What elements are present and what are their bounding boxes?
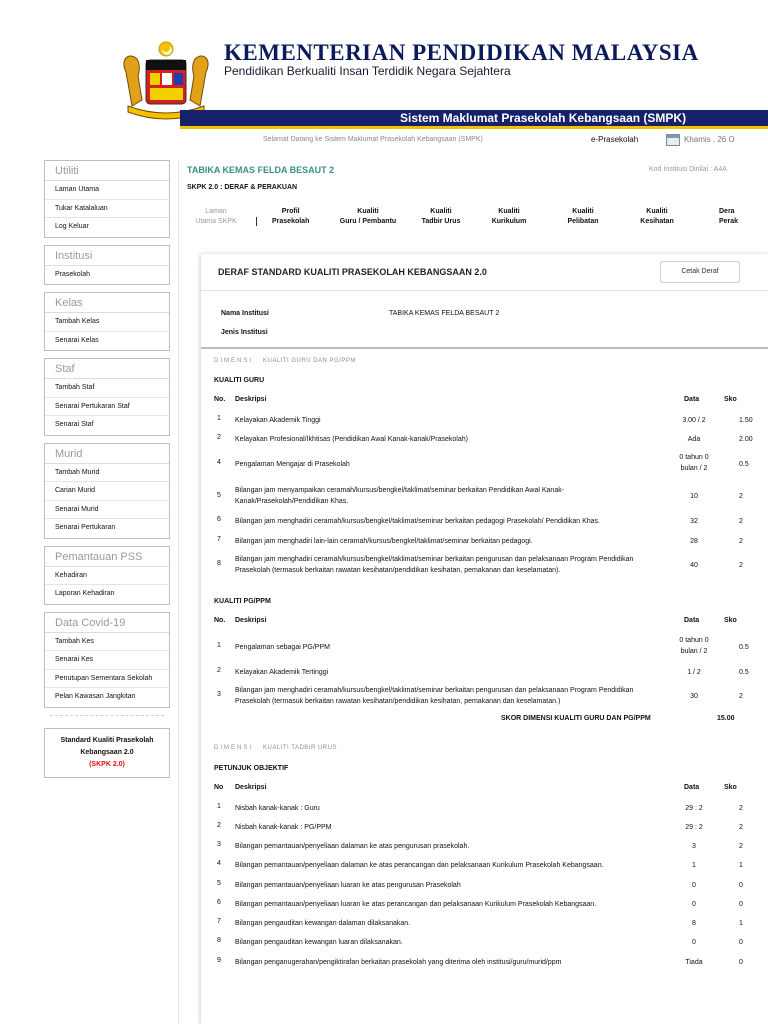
welcome-text: Selamat Datang ke Sistem Maklumat Prasekolah Kebangsaan (SMPK) xyxy=(263,136,483,143)
sidebar-item-tambah-staf[interactable]: Tambah Staf xyxy=(45,379,169,398)
col-deskripsi: Deskripsi xyxy=(235,396,267,403)
dimensi-tadbir-heading xyxy=(214,745,337,751)
petunjuk-objektif-title: PETUNJUK OBJEKTIF xyxy=(214,765,289,772)
table-row xyxy=(214,918,768,930)
table-row xyxy=(214,957,768,969)
row-skor: 2.00 xyxy=(739,436,753,443)
ministry-title: KEMENTERIAN PENDIDIKAN MALAYSIA xyxy=(224,40,699,65)
sidebar-group-kelas xyxy=(44,292,170,351)
sidebar-group-title: Data Covid-19 xyxy=(45,613,169,633)
sidebar-item-senarai-kes[interactable]: Senarai Kes xyxy=(45,651,169,670)
ministry-tagline: Pendidikan Berkualiti Insan Terdidik Negara Sejahtera xyxy=(224,64,511,78)
col-deskripsi: Deskripsi xyxy=(235,784,267,791)
sidebar-group-title: Utiliti xyxy=(45,161,169,181)
dimensi-guru-heading xyxy=(214,358,356,364)
skpk-line-1: Standard Kualiti Prasekolah xyxy=(60,736,154,744)
sidebar-group-utiliti xyxy=(44,160,170,238)
nav-profil-prasekolah[interactable] xyxy=(272,207,309,227)
row-desc: Bilangan pemantauan/penyeliaan luaran ke atas pengurusan Prasekolah xyxy=(235,882,461,889)
table-row xyxy=(214,452,768,476)
col-data: Data xyxy=(684,396,700,403)
row-no: 1 xyxy=(217,642,221,649)
sidebar-item-kehadiran[interactable]: Kehadiran xyxy=(45,567,169,586)
row-skor: 2 xyxy=(739,562,743,569)
skpk-link-box[interactable] xyxy=(44,728,170,778)
nav-line: Pelibatan xyxy=(567,218,599,225)
nav-kualiti-guru[interactable] xyxy=(333,207,403,227)
nav-line: Kualiti xyxy=(430,208,452,215)
nav-line: Profil xyxy=(281,208,300,215)
sidebar-item-laporan-kehadiran[interactable]: Laporan Kehadiran xyxy=(55,590,115,597)
row-no: 1 xyxy=(217,415,221,422)
row-no: 2 xyxy=(217,667,221,674)
table-row xyxy=(214,667,768,679)
row-data: 29 : 2 xyxy=(685,824,703,831)
sidebar-group-pemantauan-pss xyxy=(44,546,170,605)
col-data: Data xyxy=(684,784,700,791)
row-desc: Bilangan jam menghadiri ceramah/kursus/bengkel/taklimat/seminar berkaitan pengurusan dan pelaksanaan Program Pendidikan Prasekolah (termasuk berkaitan rawatan kesihatan/pendidikan kesihatan, pemakanan dan keselamatan). xyxy=(235,556,634,574)
skpk-nav xyxy=(179,207,768,231)
row-data: Tiada xyxy=(685,959,703,966)
nama-institusi-value: TABIKA KEMAS FELDA BESAUT 2 xyxy=(389,310,500,317)
jenis-institusi-label: Jenis Institusi xyxy=(221,329,268,336)
nav-separator xyxy=(256,217,257,226)
skor-dimensi-label: SKOR DIMENSI KUALITI GURU DAN PG/PPM xyxy=(501,715,651,722)
nav-kualiti-kurikulum[interactable] xyxy=(487,207,531,227)
col-skor: Sko xyxy=(724,617,737,624)
row-skor: 2 xyxy=(739,518,743,525)
row-desc: Bilangan pengauditan kewangan luaran dilaksanakan. xyxy=(235,939,403,946)
row-data: 1 xyxy=(692,862,696,869)
sidebar-item-tukar-katalaluan[interactable]: Tukar Katalaluan xyxy=(45,200,169,219)
row-data: 3 xyxy=(692,843,696,850)
sidebar xyxy=(44,160,170,778)
row-data: 32 xyxy=(690,518,698,525)
sidebar-group-title: Kelas xyxy=(45,293,169,313)
row-data: 10 xyxy=(690,493,698,500)
school-name: TABIKA KEMAS FELDA BESAUT 2 xyxy=(187,165,335,175)
table-row xyxy=(214,822,768,834)
row-skor: 2 xyxy=(739,843,743,850)
table-row xyxy=(214,685,768,709)
row-skor: 2 xyxy=(739,824,743,831)
row-skor: 2 xyxy=(739,538,743,545)
nav-line: Guru / Pembantu xyxy=(339,218,397,225)
row-desc: Kelayakan Profesional/Ikhtisas (Pendidikan Awal Kanak-kanak/Prasekolah) xyxy=(235,436,468,443)
nav-line: Kualiti xyxy=(646,208,668,215)
dimensi-name: KUALITI TADBIR URUS xyxy=(263,745,337,751)
row-desc: Bilangan pemantauan/penyeliaan dalaman ke atas perancangan dan pelaksanaan Kurikulum Prasekolah Kebangsaan. xyxy=(235,862,604,869)
table-row xyxy=(214,516,768,528)
row-desc: Bilangan jam menghadiri ceramah/kursus/bengkel/taklimat/seminar berkaitan pedagogi Prasekolah/ Pendidikan Khas. xyxy=(235,518,600,525)
row-skor: 2 xyxy=(739,693,743,700)
row-data: 0 xyxy=(692,901,696,908)
row-skor: 2 xyxy=(739,805,743,812)
row-data: 0 tahun 0 bulan / 2 xyxy=(679,637,709,655)
sidebar-group-title: Pemantauan PSS xyxy=(45,547,169,567)
row-skor: 2 xyxy=(739,493,743,500)
section-heading: SKPK 2.0 : DERAF & PERAKUAN xyxy=(187,184,298,191)
sidebar-item-senarai-murid[interactable]: Senarai Murid xyxy=(45,501,169,520)
row-no: 4 xyxy=(217,459,221,466)
sidebar-item-senarai-pertukaran[interactable]: Senarai Pertukaran xyxy=(55,524,116,531)
eprasekolah-link[interactable]: e-Prasekolah xyxy=(591,135,639,144)
banner-accent xyxy=(180,126,768,129)
page-header xyxy=(0,0,768,130)
sidebar-group-murid xyxy=(44,443,170,539)
main-content xyxy=(178,160,768,1024)
row-skor: 0 xyxy=(739,959,743,966)
table-row xyxy=(214,880,768,892)
nav-deraf-perakuan[interactable] xyxy=(719,207,759,227)
row-skor: 1 xyxy=(739,862,743,869)
row-desc: Pengalaman Mengajar di Prasekolah xyxy=(235,461,350,468)
dimensi-label: DIMENSI xyxy=(214,358,254,364)
table-row xyxy=(214,485,768,509)
row-no: 3 xyxy=(217,841,221,848)
row-data: 8 xyxy=(692,920,696,927)
row-desc: Bilangan jam menghadiri ceramah/kursus/bengkel/taklimat/seminar berkaitan pengurusan dan pelaksanaan Program Pendidikan Prasekolah (termasuk berkaitan rawatan kesihatan/pendidikan kesihatan, pemakanan dan keselamatan.) xyxy=(235,687,634,705)
sidebar-group-covid xyxy=(44,612,170,708)
sidebar-group-title: Murid xyxy=(45,444,169,464)
sidebar-group-title: Institusi xyxy=(45,246,169,266)
nav-line: Prasekolah xyxy=(272,218,310,225)
nav-line: Laman xyxy=(205,208,227,215)
row-no: 4 xyxy=(217,860,221,867)
row-desc: Pengalaman sebagai PG/PPM xyxy=(235,644,330,651)
sidebar-divider xyxy=(50,715,164,716)
col-skor: Sko xyxy=(724,396,737,403)
system-name: Sistem Maklumat Prasekolah Kebangsaan (SMPK) xyxy=(400,111,687,125)
row-skor: 0 xyxy=(739,939,743,946)
col-no: No. xyxy=(214,617,226,624)
sidebar-item-tambah-kelas[interactable]: Tambah Kelas xyxy=(45,313,169,332)
table-row xyxy=(214,860,768,872)
skpk-line-3: (SKPK 2.0) xyxy=(89,760,125,768)
nav-kualiti-kesihatan[interactable] xyxy=(635,207,679,227)
table-row xyxy=(214,899,768,911)
row-data: 28 xyxy=(690,538,698,545)
table-header xyxy=(214,617,768,629)
sidebar-item-prasekolah[interactable]: Prasekolah xyxy=(55,270,91,278)
nav-line: Dera xyxy=(719,208,735,215)
row-skor: 1.50 xyxy=(739,417,753,424)
row-desc: Nisbah kanak-kanak : PG/PPM xyxy=(235,824,332,831)
row-skor: 0.5 xyxy=(739,461,749,468)
row-no: 6 xyxy=(217,516,221,523)
col-data: Data xyxy=(684,617,700,624)
row-no: 7 xyxy=(217,918,221,925)
row-no: 3 xyxy=(217,691,221,698)
sidebar-item-pelan-kawasan[interactable]: Pelan Kawasan Jangkitan xyxy=(55,693,136,700)
row-skor: 0 xyxy=(739,901,743,908)
row-desc: Bilangan pemantauan/penyeliaan dalaman ke atas pengurusan prasekolah. xyxy=(235,843,470,850)
cetak-deraf-button[interactable]: Cetak Deraf xyxy=(660,261,740,283)
table-row xyxy=(214,434,768,446)
row-no: 8 xyxy=(217,937,221,944)
skor-dimensi-value: 15.00 xyxy=(717,715,735,722)
nama-institusi-label: Nama Institusi xyxy=(221,310,269,317)
system-banner xyxy=(180,110,768,126)
sidebar-item-log-keluar[interactable]: Log Keluar xyxy=(55,223,89,230)
row-desc: Bilangan jam menghadiri lain-lain ceramah/kursus/bengkel/taklimat/seminar berkaitan pedagogi. xyxy=(235,538,533,545)
table-row xyxy=(214,803,768,815)
institution-code: Kod Institusi Dinilai : A4A xyxy=(649,166,727,173)
row-data: 40 xyxy=(690,562,698,569)
row-skor: 1 xyxy=(739,920,743,927)
row-no: 8 xyxy=(217,560,221,567)
panel-divider xyxy=(201,290,768,291)
row-data: 0 xyxy=(692,882,696,889)
row-no: 5 xyxy=(217,880,221,887)
dimensi-label: DIMENSI xyxy=(214,745,254,751)
sidebar-item-tambah-kes[interactable]: Tambah Kes xyxy=(45,633,169,652)
deraf-panel xyxy=(201,254,768,1024)
table-header xyxy=(214,396,768,408)
row-desc: Kelayakan Akademik Tinggi xyxy=(235,417,321,424)
nav-kualiti-pelibatan[interactable] xyxy=(563,207,603,227)
sidebar-item-tambah-murid[interactable]: Tambah Murid xyxy=(45,464,169,483)
table-header xyxy=(214,784,768,796)
row-no: 2 xyxy=(217,822,221,829)
nav-line: Kurikulum xyxy=(491,218,527,225)
row-desc: Kelayakan Akademik Tertinggi xyxy=(235,669,329,676)
row-skor: 0.5 xyxy=(739,669,749,676)
sidebar-item-senarai-kelas[interactable]: Senarai Kelas xyxy=(55,336,99,344)
table-row xyxy=(214,635,768,659)
nav-kualiti-tadbir-urus[interactable] xyxy=(417,207,465,227)
row-no: 5 xyxy=(217,492,221,499)
nav-line: Tadbir Urus xyxy=(421,218,461,225)
nav-laman-utama-skpk[interactable] xyxy=(191,207,241,227)
dimensi-name: KUALITI GURU DAN PG/PPM xyxy=(263,358,356,364)
current-date: Khamis , 26 O xyxy=(684,135,735,144)
row-desc: Bilangan penganugerahan/pengiktirafan berkaitan prasekolah yang diterima oleh institusi/guru/murid/ppm xyxy=(235,959,562,966)
col-no: No. xyxy=(214,396,226,403)
col-no: No xyxy=(214,784,224,791)
row-data: 0 tahun 0 bulan / 2 xyxy=(679,454,709,472)
row-no: 6 xyxy=(217,899,221,906)
sidebar-item-senarai-staf[interactable]: Senarai Staf xyxy=(55,421,94,428)
table-row xyxy=(214,841,768,853)
row-no: 1 xyxy=(217,803,221,810)
table-row xyxy=(214,554,768,578)
row-skor: 0.5 xyxy=(739,644,749,651)
institusi-divider xyxy=(201,347,768,349)
row-desc: Bilangan jam menyampaikan ceramah/kursus/bengkel/taklimat/seminar berkaitan Pendidikan Awal Kanak-Kanak/Prasekolah/Pendidikan Khas. xyxy=(235,487,565,505)
row-skor: 0 xyxy=(739,882,743,889)
sidebar-item-penutupan-sementara[interactable]: Penutupan Sementara Sekolah xyxy=(45,670,169,689)
col-deskripsi: Deskripsi xyxy=(235,617,267,624)
row-data: 29 : 2 xyxy=(685,805,703,812)
row-data: 0 xyxy=(692,939,696,946)
calendar-icon xyxy=(666,134,680,146)
kualiti-guru-title: KUALITI GURU xyxy=(214,377,265,384)
nav-line: Kualiti xyxy=(572,208,594,215)
kualiti-pg-title: KUALITI PG/PPM xyxy=(214,598,271,605)
row-data: 3.00 / 2 xyxy=(682,417,706,424)
row-no: 7 xyxy=(217,536,221,543)
sidebar-group-institusi xyxy=(44,245,170,286)
row-data: 1 / 2 xyxy=(687,669,701,676)
sidebar-item-carian-murid[interactable]: Carian Murid xyxy=(45,482,169,501)
row-no: 9 xyxy=(217,957,221,964)
nav-line: Perak xyxy=(719,218,739,225)
nav-line: Kualiti xyxy=(357,208,379,215)
row-desc: Nisbah kanak-kanak : Guru xyxy=(235,805,320,812)
row-desc: Bilangan pemantauan/penyeliaan luaran ke atas perancangan dan pelaksanaan Kurikulum Prasekolah Kebangsaan. xyxy=(235,901,597,908)
row-desc: Bilangan pengauditan kewangan dalaman dilaksanakan. xyxy=(235,920,411,927)
table-row xyxy=(214,536,768,548)
col-skor: Sko xyxy=(724,784,737,791)
nav-line: Utama SKPK xyxy=(195,218,237,225)
panel-title: DERAF STANDARD KUALITI PRASEKOLAH KEBANGSAAN 2.0 xyxy=(218,267,487,277)
row-no: 2 xyxy=(217,434,221,441)
sidebar-item-laman-utama[interactable]: Laman Utama xyxy=(45,181,169,200)
sidebar-group-title: Staf xyxy=(45,359,169,379)
sidebar-group-staf xyxy=(44,358,170,436)
sidebar-item-senarai-pertukaran-staf[interactable]: Senarai Pertukaran Staf xyxy=(45,398,169,417)
table-row xyxy=(214,937,768,949)
row-data: Ada xyxy=(687,436,701,443)
skpk-line-2: Kebangsaan 2.0 xyxy=(80,748,134,756)
nav-line: Kualiti xyxy=(498,208,520,215)
row-data: 30 xyxy=(690,693,698,700)
nav-line: Kesihatan xyxy=(640,218,674,225)
table-row xyxy=(214,415,768,427)
